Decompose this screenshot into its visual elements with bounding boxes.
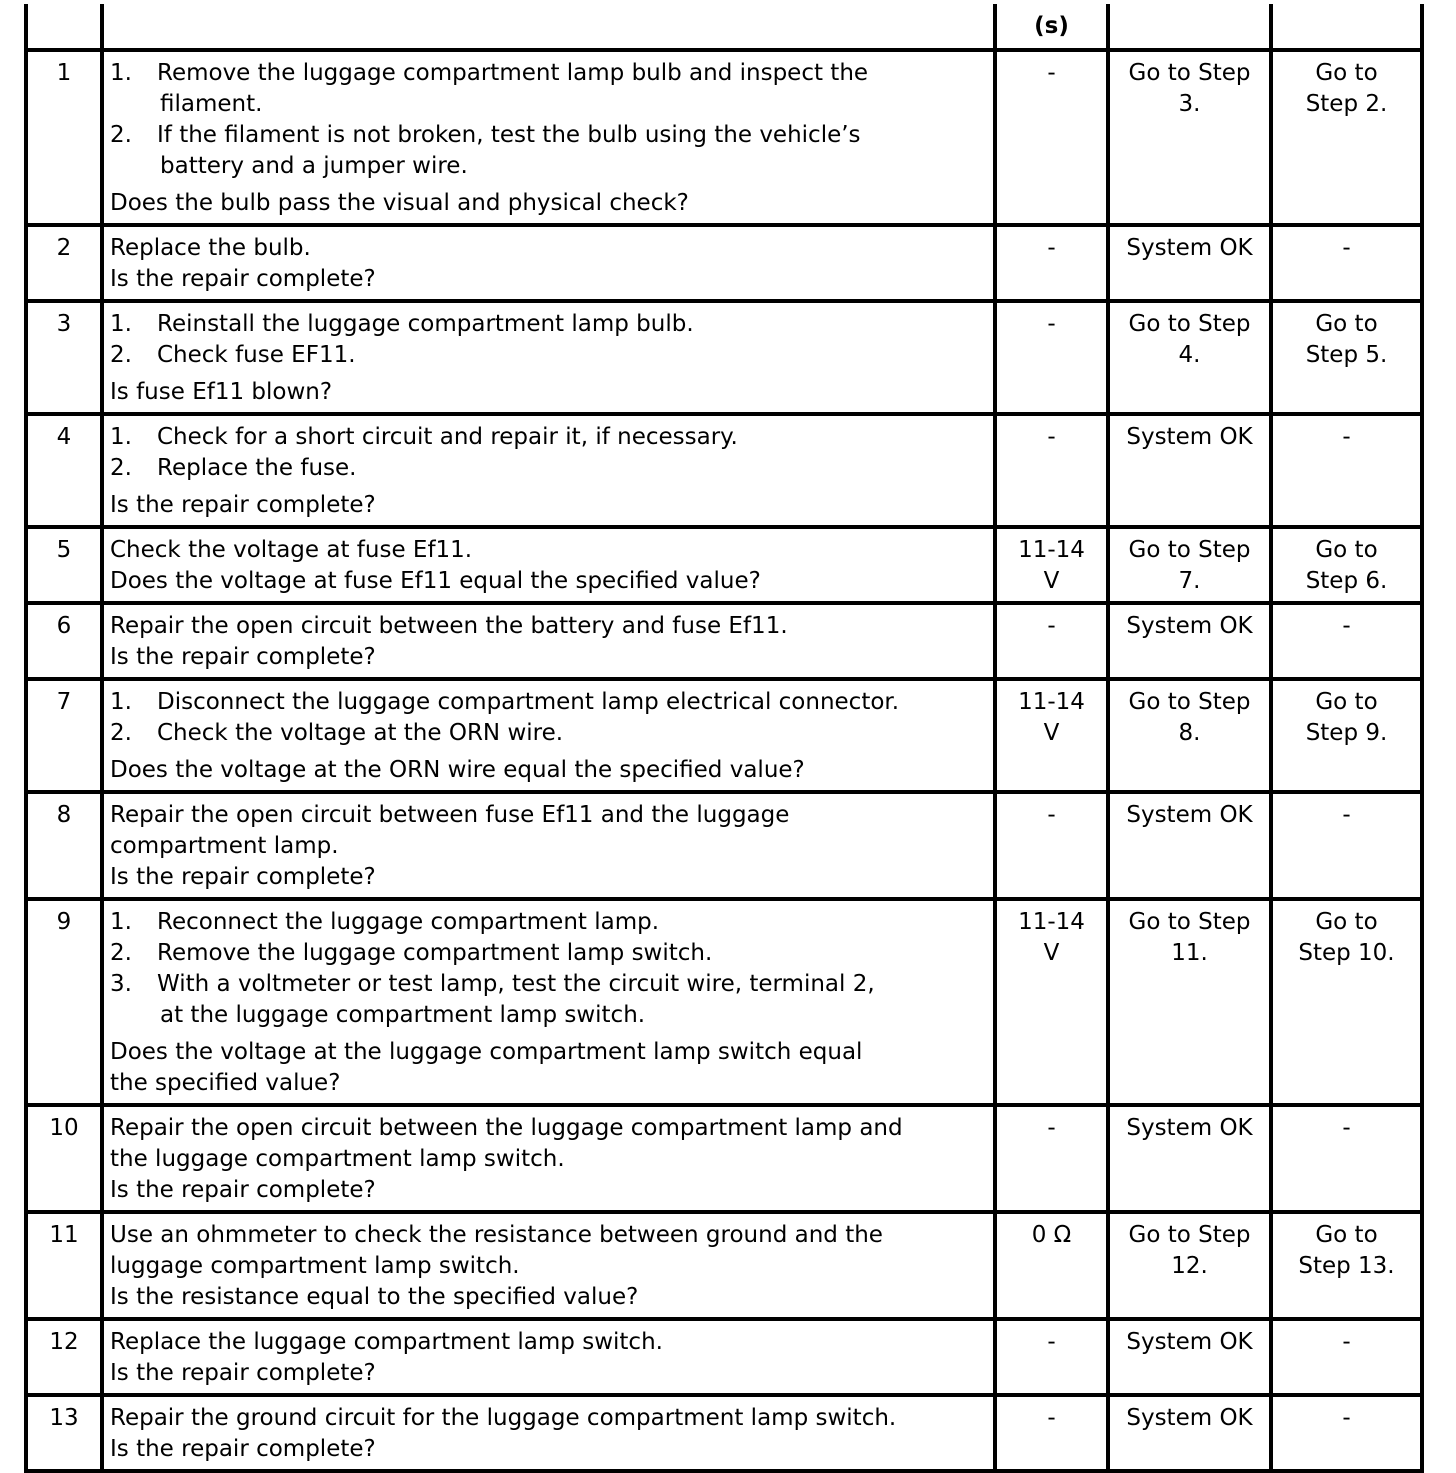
list-text: [157, 58, 987, 120]
header-value: (s): [995, 4, 1108, 50]
step-question: Does the bulb pass the visual and physical check?: [110, 190, 689, 216]
list-number: 2.: [110, 342, 132, 368]
diagnostic-table: [24, 4, 1424, 1473]
step-action: [102, 1212, 995, 1319]
step-question: Replace the luggage compartment lamp switch. Is the repair complete?: [110, 1329, 663, 1386]
list-text: [157, 340, 987, 371]
step-question: Does the voltage at the ORN wire equal the specified value?: [110, 757, 805, 783]
list-number: 2.: [110, 122, 132, 148]
list-item: [110, 58, 987, 120]
result-no: Go to Step 9.: [1271, 679, 1422, 792]
result-no: Go to Step 10.: [1271, 899, 1422, 1105]
step-number: 5: [26, 527, 102, 603]
step-question: Repair the ground circuit for the luggage compartment lamp switch. Is the repair complete?: [110, 1405, 897, 1462]
specified-value: 11-14 V: [995, 527, 1108, 603]
specified-value: -: [995, 301, 1108, 414]
specified-value: -: [995, 1395, 1108, 1471]
step-action: [102, 679, 995, 792]
result-yes: System OK: [1108, 603, 1271, 679]
list-text: [157, 969, 987, 1031]
step-number: 6: [26, 603, 102, 679]
step-question: Repair the open circuit between the battery and fuse Ef11. Is the repair complete?: [110, 613, 788, 670]
result-yes: System OK: [1108, 1395, 1271, 1471]
step-number: 9: [26, 899, 102, 1105]
list-text-line: Remove the luggage compartment lamp bulb and inspect the: [157, 60, 869, 86]
result-no: -: [1271, 792, 1422, 899]
header-step: [26, 4, 102, 50]
list-text: [157, 907, 987, 938]
list-text-continuation: battery and a jumper wire.: [160, 153, 468, 179]
table-row: [26, 1319, 1422, 1395]
result-no: Go to Step 6.: [1271, 527, 1422, 603]
result-yes: System OK: [1108, 225, 1271, 301]
specified-value: -: [995, 225, 1108, 301]
step-number: 3: [26, 301, 102, 414]
list-item: [110, 938, 987, 969]
list-text: [157, 718, 987, 749]
list-text-line: Replace the fuse.: [157, 455, 357, 481]
step-number: 11: [26, 1212, 102, 1319]
result-yes: Go to Step 7.: [1108, 527, 1271, 603]
result-yes: System OK: [1108, 414, 1271, 527]
specified-value: -: [995, 50, 1108, 225]
step-question: Use an ohmmeter to check the resistance between ground and the luggage compartment lamp switch. Is the resistance equal to the specified value?: [110, 1222, 883, 1310]
result-no: Go to Step 13.: [1271, 1212, 1422, 1319]
list-text-line: With a voltmeter or test lamp, test the circuit wire, terminal 2,: [157, 971, 875, 997]
step-action: [102, 527, 995, 603]
result-no: -: [1271, 414, 1422, 527]
table-row: [26, 414, 1422, 527]
table-row: [26, 603, 1422, 679]
list-number: 1.: [110, 689, 132, 715]
list-number: 3.: [110, 971, 132, 997]
table-row: [26, 1105, 1422, 1212]
list-text-line: Reinstall the luggage compartment lamp bulb.: [157, 311, 694, 337]
result-yes: Go to Step 3.: [1108, 50, 1271, 225]
specified-value: -: [995, 1105, 1108, 1212]
table-row: [26, 899, 1422, 1105]
specified-value: 0 Ω: [995, 1212, 1108, 1319]
list-item: [110, 120, 987, 182]
step-action: [102, 225, 995, 301]
list-text-continuation: filament.: [160, 91, 263, 117]
list-item: [110, 422, 987, 453]
step-action: [102, 301, 995, 414]
result-yes: Go to Step 11.: [1108, 899, 1271, 1105]
list-text-line: Disconnect the luggage compartment lamp electrical connector.: [157, 689, 900, 715]
list-text-line: Check the voltage at the ORN wire.: [157, 720, 564, 746]
list-text-line: Remove the luggage compartment lamp switch.: [157, 940, 713, 966]
list-text: [157, 309, 987, 340]
step-number: 12: [26, 1319, 102, 1395]
header-action: [102, 4, 995, 50]
table-row: [26, 1212, 1422, 1319]
result-no: Go to Step 5.: [1271, 301, 1422, 414]
step-number: 10: [26, 1105, 102, 1212]
table-row: [26, 792, 1422, 899]
specified-value: -: [995, 414, 1108, 527]
result-yes: System OK: [1108, 792, 1271, 899]
result-no: Go to Step 2.: [1271, 50, 1422, 225]
step-action: [102, 50, 995, 225]
list-item: [110, 340, 987, 371]
list-number: 1.: [110, 909, 132, 935]
step-number: 2: [26, 225, 102, 301]
list-number: 2.: [110, 455, 132, 481]
step-question: Replace the bulb. Is the repair complete?: [110, 235, 376, 292]
step-number: 4: [26, 414, 102, 527]
list-text-line: Reconnect the luggage compartment lamp.: [157, 909, 660, 935]
table-row: [26, 225, 1422, 301]
result-no: -: [1271, 1319, 1422, 1395]
list-text-line: Check for a short circuit and repair it, if necessary.: [157, 424, 738, 450]
result-no: -: [1271, 225, 1422, 301]
list-text: [157, 687, 987, 718]
list-number: 2.: [110, 720, 132, 746]
list-text: [157, 453, 987, 484]
list-item: [110, 718, 987, 749]
header-yes: [1108, 4, 1271, 50]
step-question: Repair the open circuit between the luggage compartment lamp and the luggage compartment lamp switch. Is the repair complete?: [110, 1115, 903, 1203]
list-number: 1.: [110, 311, 132, 337]
list-item: [110, 687, 987, 718]
header-no: [1271, 4, 1422, 50]
list-text-line: If the filament is not broken, test the bulb using the vehicle’s: [157, 122, 861, 148]
step-number: 1: [26, 50, 102, 225]
table-row: [26, 301, 1422, 414]
result-no: -: [1271, 603, 1422, 679]
result-no: -: [1271, 1395, 1422, 1471]
step-action: [102, 899, 995, 1105]
specified-value: -: [995, 1319, 1108, 1395]
specified-value: 11-14 V: [995, 679, 1108, 792]
table-row: [26, 50, 1422, 225]
table-row: [26, 1395, 1422, 1471]
list-item: [110, 309, 987, 340]
table-row: [26, 527, 1422, 603]
result-yes: System OK: [1108, 1319, 1271, 1395]
step-question: Repair the open circuit between fuse Ef11 and the luggage compartment lamp. Is the repair complete?: [110, 802, 790, 890]
result-no: -: [1271, 1105, 1422, 1212]
result-yes: Go to Step 12.: [1108, 1212, 1271, 1319]
list-text: [157, 422, 987, 453]
list-number: 1.: [110, 424, 132, 450]
table-row: [26, 679, 1422, 792]
specified-value: 11-14 V: [995, 899, 1108, 1105]
step-action: [102, 603, 995, 679]
specified-value: -: [995, 792, 1108, 899]
step-number: 7: [26, 679, 102, 792]
specified-value: -: [995, 603, 1108, 679]
list-text-line: Check fuse EF11.: [157, 342, 356, 368]
step-action: [102, 792, 995, 899]
step-number: 8: [26, 792, 102, 899]
header-row: [26, 4, 1422, 50]
list-number: 1.: [110, 60, 132, 86]
step-question: Check the voltage at fuse Ef11. Does the voltage at fuse Ef11 equal the specified value?: [110, 537, 761, 594]
list-item: [110, 969, 987, 1031]
step-action: [102, 1395, 995, 1471]
result-yes: System OK: [1108, 1105, 1271, 1212]
list-text: [157, 938, 987, 969]
result-yes: Go to Step 4.: [1108, 301, 1271, 414]
step-question: Is the repair complete?: [110, 492, 376, 518]
list-item: [110, 907, 987, 938]
result-yes: Go to Step 8.: [1108, 679, 1271, 792]
step-action: [102, 1319, 995, 1395]
list-text-continuation: at the luggage compartment lamp switch.: [160, 1002, 646, 1028]
list-text: [157, 120, 987, 182]
list-item: [110, 453, 987, 484]
step-action: [102, 1105, 995, 1212]
step-question: Is fuse Ef11 blown?: [110, 379, 333, 405]
step-question: Does the voltage at the luggage compartment lamp switch equal the specified value?: [110, 1039, 863, 1096]
step-number: 13: [26, 1395, 102, 1471]
list-number: 2.: [110, 940, 132, 966]
step-action: [102, 414, 995, 527]
